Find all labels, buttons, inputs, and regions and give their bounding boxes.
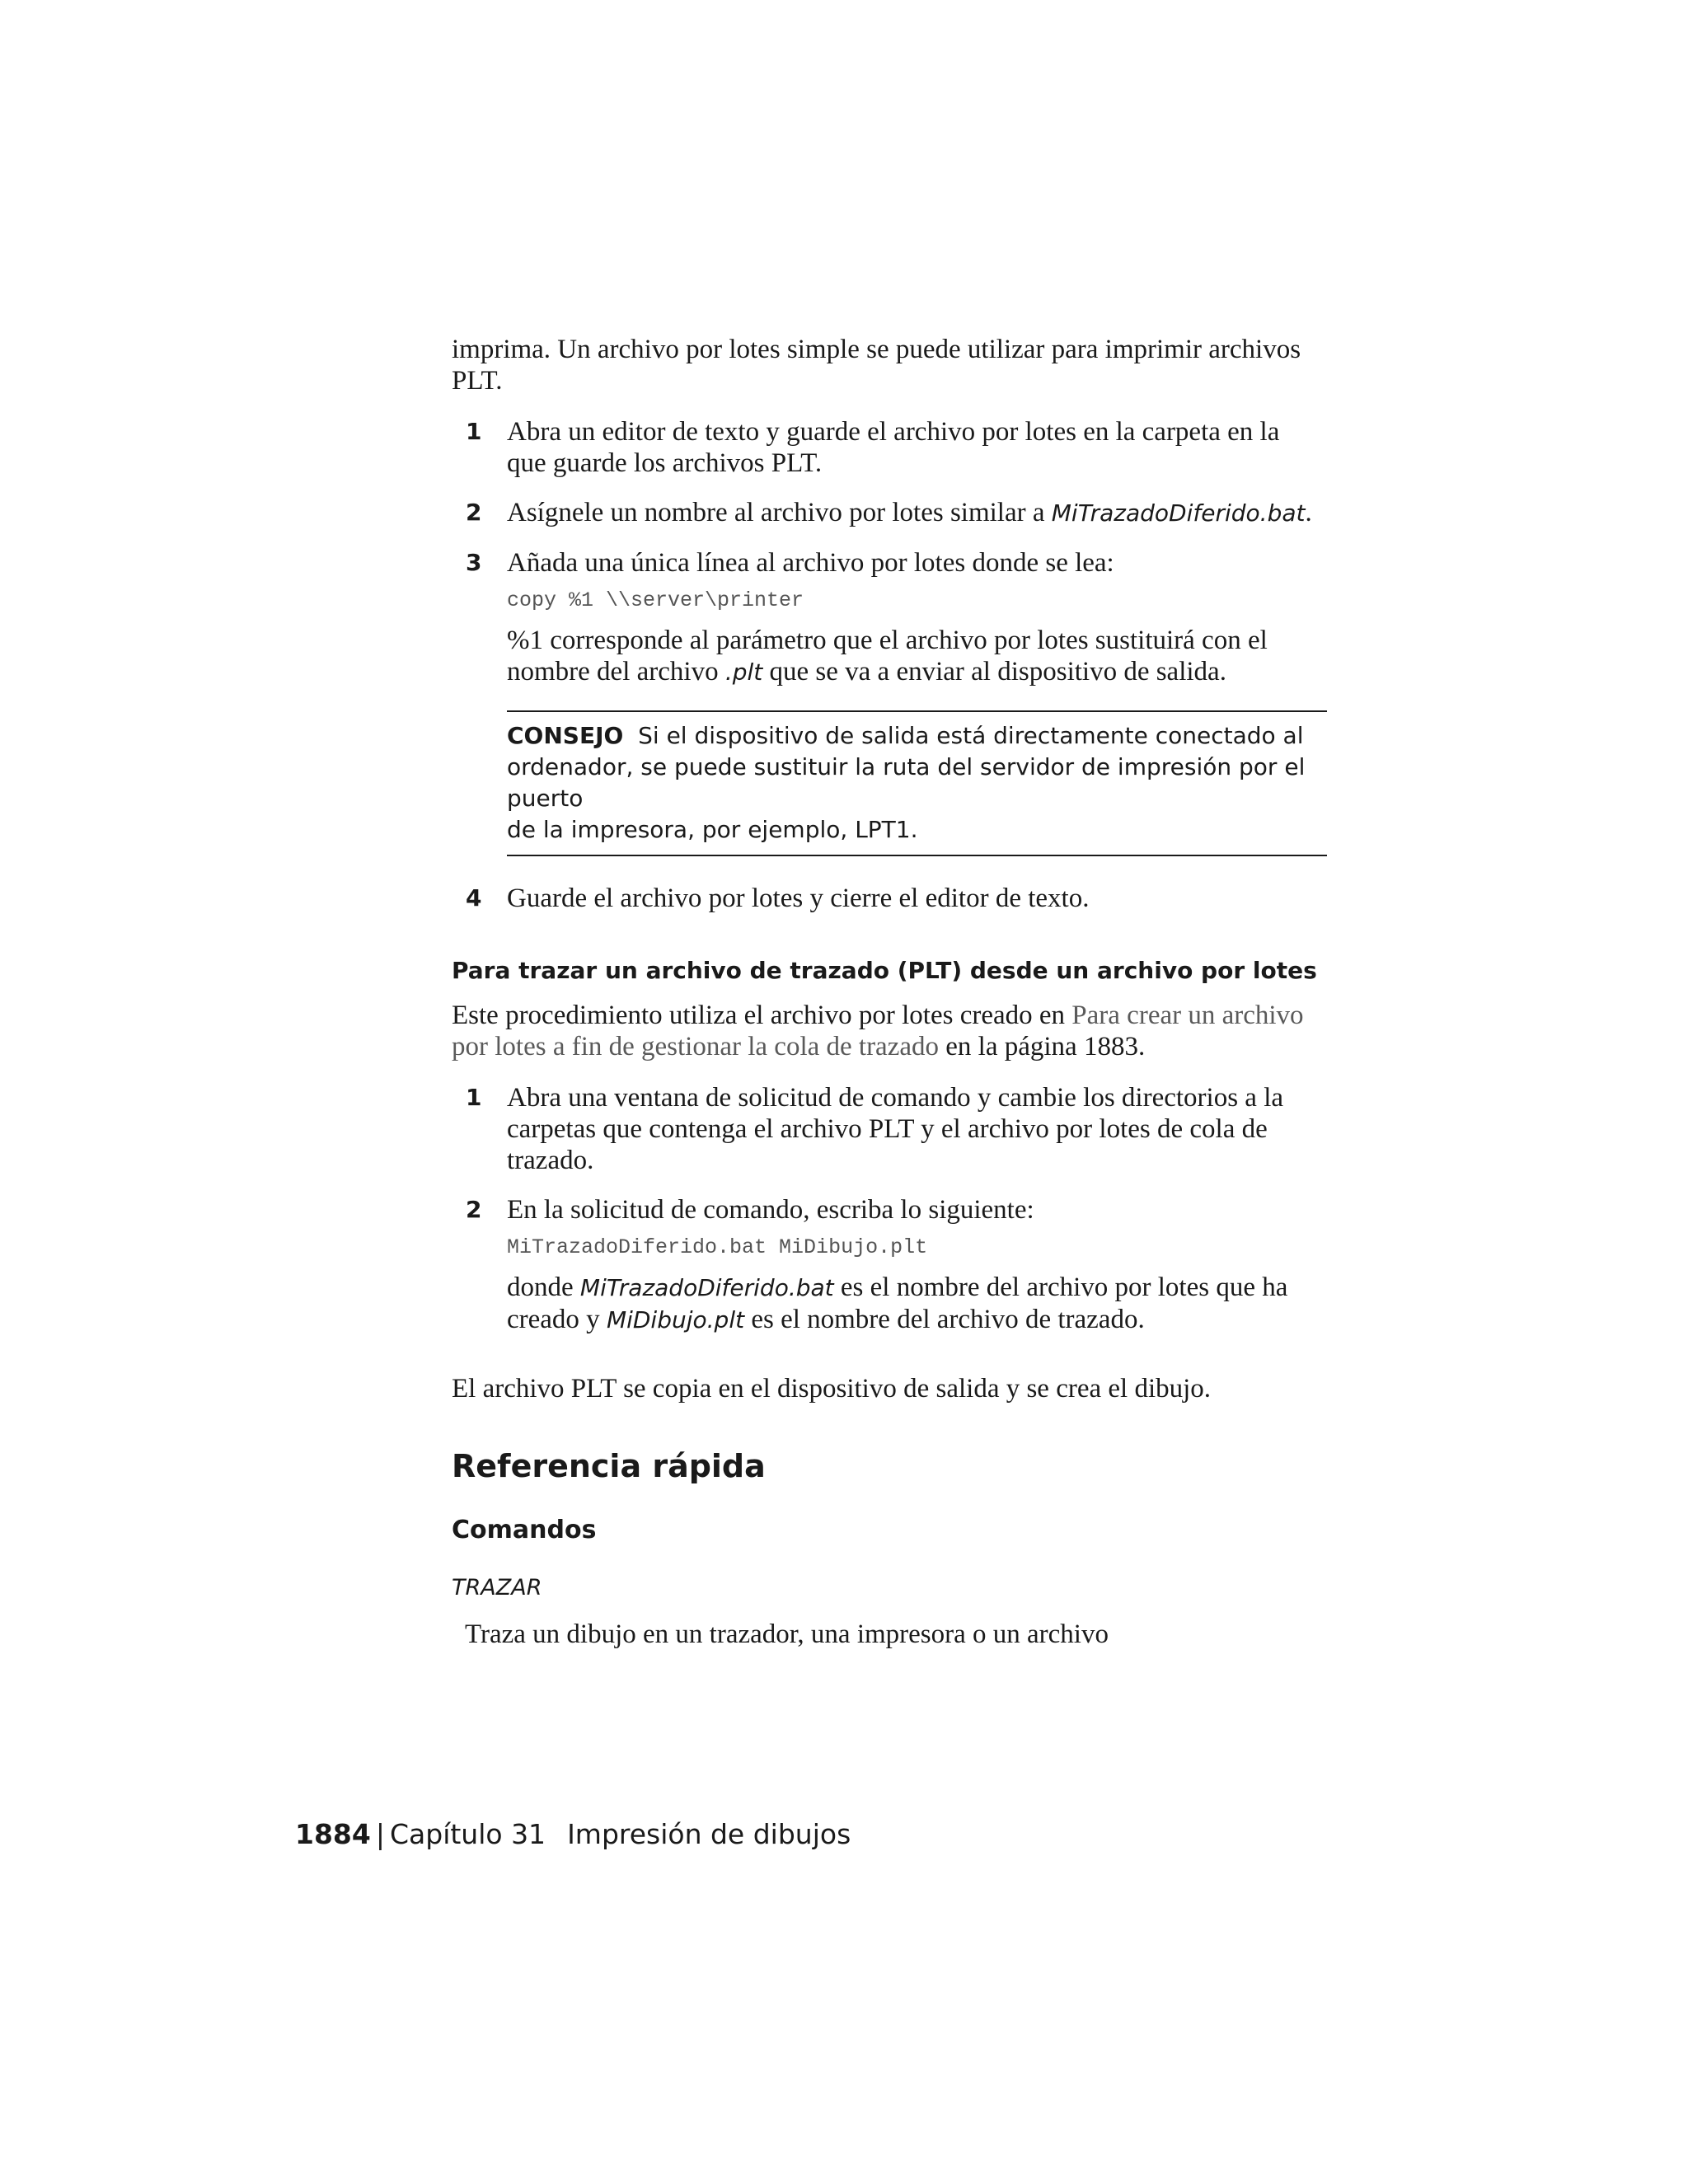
explanation-prefix: nombre del archivo bbox=[507, 657, 725, 687]
intro-paragraph bbox=[452, 334, 1327, 396]
footer-separator: | bbox=[375, 1818, 385, 1850]
cross-reference-link[interactable]: por lotes a fin de gestionar la cola de trazado bbox=[452, 1032, 940, 1062]
step-line: trazado. bbox=[507, 1146, 594, 1175]
command-description: Traza un dibujo en un trazador, una impresora o un archivo bbox=[465, 1619, 1109, 1649]
step-text bbox=[507, 1082, 1327, 1176]
page-content bbox=[452, 334, 1327, 1650]
page-number: 1884 bbox=[295, 1818, 371, 1850]
intro-line-2: PLT. bbox=[452, 366, 503, 396]
step-1 bbox=[452, 416, 1327, 479]
step-text-suffix: . bbox=[1305, 498, 1312, 527]
step-text: En la solicitud de comando, escriba lo siguiente: bbox=[507, 1195, 1034, 1225]
procedure-intro bbox=[452, 1000, 1327, 1062]
step-number: 2 bbox=[466, 1196, 482, 1223]
filename-italic: MiDibujo.plt bbox=[606, 1306, 745, 1333]
explanation-suffix: que se va a enviar al dispositivo de salida. bbox=[762, 657, 1226, 687]
step-4 bbox=[452, 883, 1327, 914]
tip-line-1: Si el dispositivo de salida está directamente conectado al bbox=[638, 722, 1304, 749]
step-explanation bbox=[507, 1272, 1327, 1336]
result-paragraph: El archivo PLT se copia en el dispositivo de salida y se crea el dibujo. bbox=[452, 1374, 1212, 1404]
chapter-label: Capítulo 31 bbox=[389, 1818, 546, 1850]
procedure-step-2 bbox=[452, 1194, 1327, 1336]
procedure-heading: Para trazar un archivo de trazado (PLT) desde un archivo por lotes bbox=[452, 957, 1317, 984]
explanation-prefix: creado y bbox=[507, 1305, 607, 1334]
code-line: copy %1 \\server\printer bbox=[507, 588, 804, 612]
explanation-line: %1 corresponde al parámetro que el archivo por lotes sustituirá con el bbox=[507, 626, 1268, 655]
explanation-suffix: es el nombre del archivo por lotes que ha bbox=[833, 1272, 1288, 1302]
step-text bbox=[507, 497, 1327, 529]
procedure-step-1 bbox=[452, 1082, 1327, 1176]
extension-italic: .plt bbox=[724, 658, 763, 686]
step-number: 4 bbox=[466, 884, 482, 912]
procedure-intro-suffix: en la página 1883. bbox=[939, 1032, 1146, 1062]
explanation-suffix: es el nombre del archivo de trazado. bbox=[744, 1305, 1145, 1334]
chapter-title: Impresión de dibujos bbox=[567, 1818, 851, 1850]
step-number: 3 bbox=[466, 549, 482, 576]
page-footer bbox=[295, 1818, 851, 1851]
step-line: Abra un editor de texto y guarde el archivo por lotes en la carpeta en la bbox=[507, 417, 1280, 447]
step-number: 1 bbox=[466, 418, 482, 445]
step-explanation bbox=[507, 625, 1327, 688]
tip-box bbox=[507, 710, 1327, 856]
step-number: 1 bbox=[466, 1084, 482, 1111]
step-line: Abra una ventana de solicitud de comando y cambie los directorios a la bbox=[507, 1083, 1284, 1113]
step-number: 2 bbox=[466, 499, 482, 526]
step-3 bbox=[452, 547, 1327, 856]
step-text: Añada una única línea al archivo por lotes donde se lea: bbox=[507, 548, 1114, 578]
filename-italic: MiTrazadoDiferido.bat bbox=[1051, 499, 1306, 527]
commands-heading: Comandos bbox=[452, 1516, 597, 1544]
step-text bbox=[507, 416, 1327, 479]
procedure-intro-prefix: Este procedimiento utiliza el archivo por lotes creado en bbox=[452, 1001, 1072, 1030]
intro-line-1: imprima. Un archivo por lotes simple se puede utilizar para imprimir archivos bbox=[452, 335, 1301, 364]
code-line: MiTrazadoDiferido.bat MiDibujo.plt bbox=[507, 1235, 928, 1259]
step-text-prefix: Asígnele un nombre al archivo por lotes similar a bbox=[507, 498, 1052, 527]
quick-reference-heading: Referencia rápida bbox=[452, 1448, 766, 1484]
command-name: TRAZAR bbox=[452, 1575, 542, 1601]
step-2 bbox=[452, 497, 1327, 529]
filename-italic: MiTrazadoDiferido.bat bbox=[579, 1274, 834, 1301]
cross-reference-link[interactable]: Para crear un archivo bbox=[1071, 1001, 1304, 1030]
step-text: Guarde el archivo por lotes y cierre el editor de texto. bbox=[507, 883, 1090, 913]
step-line: carpetas que contenga el archivo PLT y el archivo por lotes de cola de bbox=[507, 1114, 1268, 1144]
step-line: que guarde los archivos PLT. bbox=[507, 448, 823, 478]
explanation-prefix: donde bbox=[507, 1272, 580, 1302]
tip-line-2: ordenador, se puede sustituir la ruta del servidor de impresión por el puerto bbox=[507, 753, 1306, 812]
tip-line-3: de la impresora, por ejemplo, LPT1. bbox=[507, 816, 918, 843]
tip-label: CONSEJO bbox=[507, 722, 624, 749]
